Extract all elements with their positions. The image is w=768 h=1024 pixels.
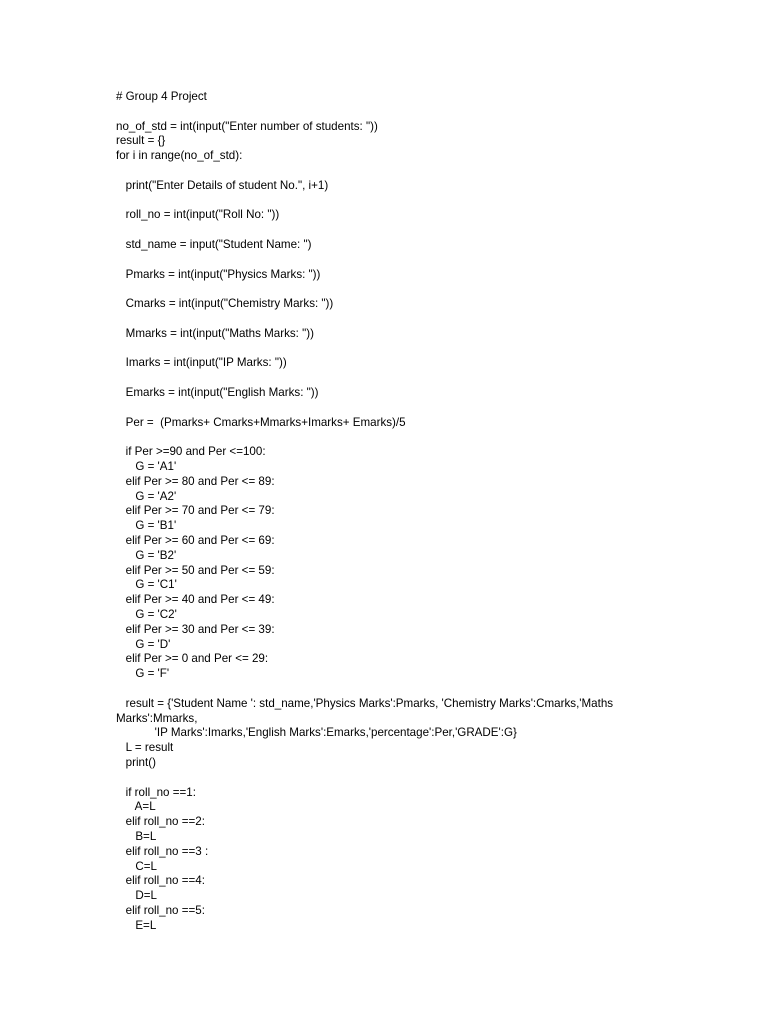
code-line: elif Per >= 0 and Per <= 29: — [116, 652, 269, 666]
code-line: if roll_no ==1: — [116, 785, 196, 799]
code-line: elif Per >= 60 and Per <= 69: — [116, 534, 275, 547]
code-line: elif roll_no ==3 : — [116, 844, 209, 858]
code-line: 'IP Marks':Imarks,'English Marks':Emarks,'percentage':Per,'GRADE':G} — [116, 726, 517, 740]
code-line: Marks':Mmarks, — [116, 711, 198, 725]
code-line: G = 'B2' — [116, 548, 177, 562]
code-line: G = 'C1' — [116, 578, 177, 592]
code-line: elif roll_no ==4: — [116, 874, 205, 888]
code-line: std_name = input("Student Name: ") — [116, 238, 312, 251]
code-line: C=L — [116, 859, 157, 873]
code-line: elif Per >= 70 and Per <= 79: — [116, 504, 275, 518]
code-line: # Group 4 Project — [116, 90, 207, 103]
code-line: Pmarks = int(input("Physics Marks: ")) — [116, 267, 321, 281]
code-line: A=L — [116, 800, 156, 814]
code-line: if Per >=90 and Per <=100: — [116, 445, 266, 459]
code-line: elif Per >= 50 and Per <= 59: — [116, 563, 275, 577]
code-line: for i in range(no_of_std): — [116, 149, 243, 163]
code-line: elif Per >= 40 and Per <= 49: — [116, 593, 275, 607]
code-line: Emarks = int(input("English Marks: ")) — [116, 386, 319, 399]
code-line: G = 'D' — [116, 637, 171, 651]
code-line: Imarks = int(input("IP Marks: ")) — [116, 356, 287, 370]
code-line: G = 'B1' — [116, 519, 177, 533]
code-line: result = {} — [116, 134, 166, 148]
code-line: elif roll_no ==5: — [116, 904, 205, 917]
code-line: Per = (Pmarks+ Cmarks+Mmarks+Imarks+ Emarks)/5 — [116, 415, 406, 429]
code-line: roll_no = int(input("Roll No: ")) — [116, 208, 280, 222]
code-line: E=L — [116, 918, 157, 932]
code-line: G = 'A2' — [116, 489, 177, 503]
code-line: G = 'C2' — [116, 608, 177, 621]
code-line: Mmarks = int(input("Maths Marks: ")) — [116, 326, 314, 340]
code-line: B=L — [116, 830, 157, 843]
code-line: no_of_std = int(input("Enter number of students: ")) — [116, 119, 378, 133]
code-line: D=L — [116, 889, 157, 903]
code-line: Cmarks = int(input("Chemistry Marks: ")) — [116, 297, 334, 311]
code-line: L = result — [116, 741, 174, 755]
code-line: result = {'Student Name ': std_name,'Physics Marks':Pmarks, 'Chemistry Marks':Cmarks,'Maths — [116, 696, 614, 710]
code-line: elif roll_no ==2: — [116, 815, 205, 829]
code-line: G = 'F' — [116, 667, 170, 681]
code-line: G = 'A1' — [116, 460, 177, 473]
code-line: elif Per >= 30 and Per <= 39: — [116, 622, 275, 636]
code-line: print("Enter Details of student No.", i+1) — [116, 178, 329, 192]
code-line: print() — [116, 756, 156, 769]
code-line: elif Per >= 80 and Per <= 89: — [116, 474, 275, 488]
